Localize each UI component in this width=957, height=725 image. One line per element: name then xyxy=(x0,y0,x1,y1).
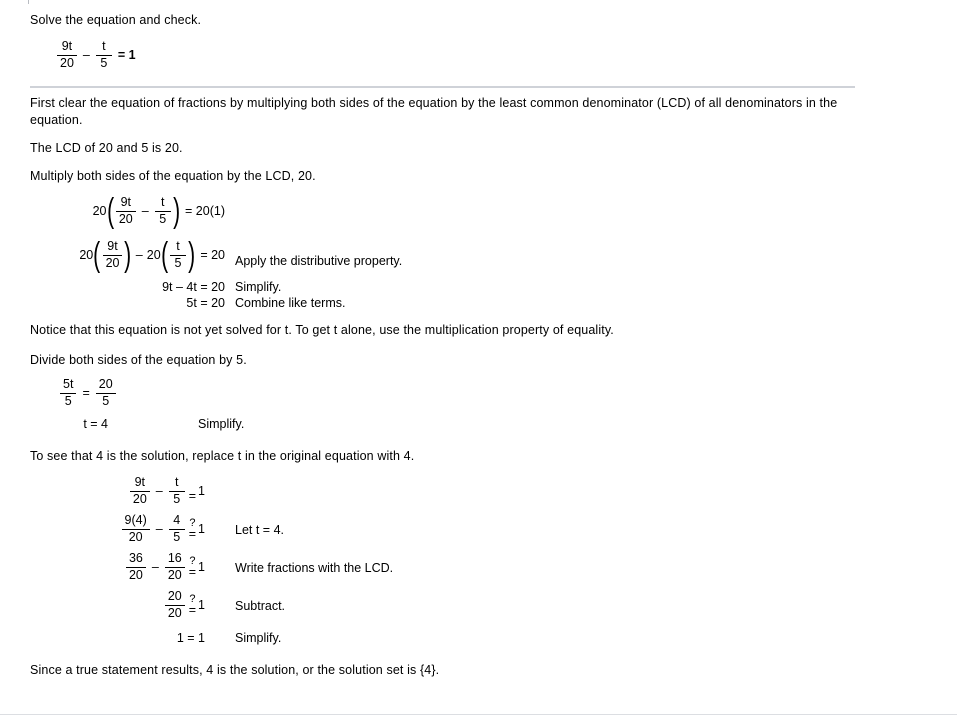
minus-operator: – xyxy=(141,204,149,219)
numerator: t xyxy=(160,195,165,209)
numerator: t xyxy=(174,475,179,489)
equals-operator: = xyxy=(188,602,197,617)
close-paren-1: ) xyxy=(124,236,132,275)
distribute-row-2-expression xyxy=(0,236,225,275)
right-hand-side: 1 xyxy=(198,598,205,613)
denominator: 20 xyxy=(105,256,120,271)
fraction-t-over-5 xyxy=(96,40,112,71)
fraction-9t-over-20 xyxy=(130,476,150,507)
minus-operator: – xyxy=(135,248,143,263)
equals-operator: = xyxy=(82,386,90,401)
divide-row-2-expression xyxy=(0,418,108,431)
fraction-t-over-5 xyxy=(170,240,186,271)
check-row-2-annotation: Let t = 4. xyxy=(235,523,284,537)
check-row-4-annotation: Subtract. xyxy=(235,599,286,613)
multiply-instruction: Multiply both sides of the equation by the LCD, 20. xyxy=(30,169,316,183)
divide-row-2 xyxy=(0,418,957,431)
section-divider xyxy=(30,86,855,88)
numerator: 16 xyxy=(167,551,182,565)
right-hand-side: = 20(1) xyxy=(185,204,225,219)
denominator: 5 xyxy=(173,530,181,545)
equals-with-question xyxy=(187,516,198,541)
equals-with-question xyxy=(187,554,198,579)
page-bottom-rule xyxy=(0,714,957,715)
solution-value: t = 4 xyxy=(83,417,108,431)
divide-row-1 xyxy=(0,378,957,409)
open-paren: ( xyxy=(106,192,114,231)
fraction-t-over-5 xyxy=(169,476,185,507)
denominator: 5 xyxy=(174,256,182,271)
fraction-t-over-5 xyxy=(155,196,171,227)
check-instruction: To see that 4 is the solution, replace t in the original equation with 4. xyxy=(30,449,415,463)
denominator: 5 xyxy=(173,492,181,507)
fraction-20-over-5 xyxy=(96,378,116,409)
close-paren: ) xyxy=(172,192,180,231)
notice-paragraph: Notice that this equation is not yet solved for t. To get t alone, use the multiplication property of equality. xyxy=(30,323,614,337)
close-paren-2: ) xyxy=(188,236,196,275)
simplified-equation: 9t – 4t = 20 xyxy=(162,280,225,294)
conclusion-paragraph: Since a true statement results, 4 is the solution, or the solution set is {4}. xyxy=(30,663,440,677)
check-row-5 xyxy=(0,632,957,645)
numerator: 9t xyxy=(134,475,146,489)
numerator: 9t xyxy=(107,239,118,253)
equals-with-question xyxy=(187,481,198,502)
distribute-row-3-expression xyxy=(0,281,225,294)
combined-equation: 5t = 20 xyxy=(186,296,225,310)
numerator: 5t xyxy=(63,377,74,391)
lcd-statement: The LCD of 20 and 5 is 20. xyxy=(30,141,183,155)
fraction-9x4-over-20 xyxy=(122,514,150,545)
distribute-row-4 xyxy=(0,297,957,310)
coefficient-1: 20 xyxy=(79,248,94,263)
fraction-9t-over-20 xyxy=(103,240,123,271)
problem-prompt: Solve the equation and check. xyxy=(30,13,202,27)
numerator: t xyxy=(176,239,180,253)
fraction-36-over-20 xyxy=(126,552,146,583)
check-row-4 xyxy=(0,590,957,621)
numerator: 9t xyxy=(61,39,73,53)
minus-operator: – xyxy=(82,48,90,63)
equals-operator: = xyxy=(188,564,197,579)
minus-operator: – xyxy=(155,484,163,499)
coefficient-2: 20 xyxy=(146,248,161,263)
denominator: 20 xyxy=(60,56,74,71)
distribute-row-2 xyxy=(0,236,957,275)
equals-one: = 1 xyxy=(117,48,136,63)
top-edge-tick xyxy=(28,0,29,4)
numerator: 9t xyxy=(120,195,132,209)
denominator: 20 xyxy=(167,568,182,583)
final-identity: 1 = 1 xyxy=(176,631,205,645)
denominator: 20 xyxy=(128,568,143,583)
fraction-9t-over-20 xyxy=(57,40,77,71)
check-row-3 xyxy=(0,552,957,583)
intro-paragraph: First clear the equation of fractions by multiplying both sides of the equation by the least common denominator (LCD) of all denominators in the equation. xyxy=(30,96,838,127)
equals-operator: = xyxy=(188,526,197,541)
fraction-20-over-20 xyxy=(165,590,185,621)
check-row-3-expression xyxy=(0,552,205,583)
coefficient: 20 xyxy=(92,204,107,219)
divide-row-1-expression xyxy=(0,378,178,409)
numerator: 9(4) xyxy=(124,513,147,527)
check-row-5-expression xyxy=(0,632,205,645)
divide-instruction: Divide both sides of the equation by 5. xyxy=(30,353,247,367)
question-mark: ? xyxy=(189,554,196,567)
right-hand-side: 1 xyxy=(198,560,205,575)
check-row-2-expression xyxy=(0,514,205,545)
open-paren-1: ( xyxy=(93,236,101,275)
distribute-row-1 xyxy=(0,192,957,231)
distribute-row-4-annotation: Combine like terms. xyxy=(235,296,346,310)
fraction-16-over-20 xyxy=(165,552,185,583)
distribute-row-1-expression xyxy=(0,192,225,231)
numerator: 36 xyxy=(128,551,143,565)
question-mark: ? xyxy=(189,592,196,605)
fraction-4-over-5 xyxy=(169,514,185,545)
fraction-5t-over-5 xyxy=(60,378,76,409)
open-paren-2: ( xyxy=(160,236,168,275)
check-row-5-annotation: Simplify. xyxy=(235,631,282,645)
denominator: 5 xyxy=(102,394,110,409)
check-row-1 xyxy=(0,476,957,507)
denominator: 20 xyxy=(132,492,147,507)
right-hand-side: 1 xyxy=(198,522,205,537)
minus-operator: – xyxy=(155,522,163,537)
question-mark: ? xyxy=(189,516,196,529)
denominator: 5 xyxy=(64,394,72,409)
numerator: 20 xyxy=(167,589,182,603)
denominator: 5 xyxy=(100,56,108,71)
denominator: 5 xyxy=(159,212,167,227)
denominator: 20 xyxy=(118,212,133,227)
numerator: t xyxy=(102,39,106,53)
distribute-row-4-expression xyxy=(0,297,225,310)
minus-operator: – xyxy=(151,560,159,575)
check-row-3-annotation: Write fractions with the LCD. xyxy=(235,561,394,575)
problem-equation xyxy=(55,40,136,71)
check-row-2 xyxy=(0,514,957,545)
distribute-row-3-annotation: Simplify. xyxy=(235,280,282,294)
numerator: 4 xyxy=(173,513,181,527)
equals-operator: = xyxy=(188,488,197,503)
numerator: 20 xyxy=(98,377,113,391)
equals-with-question xyxy=(187,592,198,617)
distribute-row-2-annotation: Apply the distributive property. xyxy=(235,254,403,268)
check-row-4-expression xyxy=(0,590,205,621)
divide-row-2-annotation: Simplify. xyxy=(198,417,245,431)
right-hand-side: = 20 xyxy=(200,248,225,263)
check-row-1-expression xyxy=(0,476,205,507)
right-hand-side: 1 xyxy=(198,484,205,499)
distribute-row-3 xyxy=(0,281,957,294)
denominator: 20 xyxy=(128,530,143,545)
fraction-9t-over-20 xyxy=(116,196,136,227)
denominator: 20 xyxy=(167,606,182,621)
